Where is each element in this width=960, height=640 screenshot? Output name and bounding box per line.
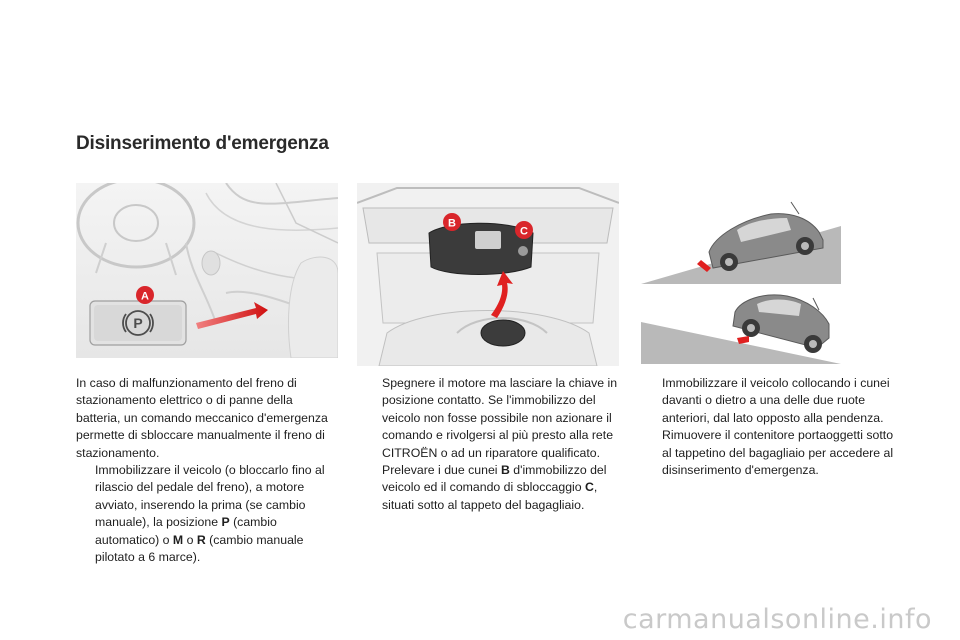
bullet-stop-engine <box>363 375 620 462</box>
car-downhill <box>733 295 829 353</box>
bullet-text: (cambio automatico) o <box>95 515 277 547</box>
intro-paragraph: In caso di malfunzionamento del freno di stazionamento elettrico o di panne della batteria, un comando meccanico d'emergenza permette di sbloccare manualmente il freno di stazionamento. <box>76 376 328 460</box>
column-1 <box>76 375 332 566</box>
column-3 <box>643 375 905 479</box>
bullet-remove-container <box>643 427 905 479</box>
watermark-text: carmanualsonline.info <box>622 604 932 635</box>
bullet-text: o <box>183 532 197 547</box>
bullet-text: Immobilizzare il veicolo (o bloccarlo fino al rilascio del pedale del freno), a motore avviato, inserendo la prima (se cambio manuale), la posizione <box>95 463 325 530</box>
bullet-place-wedges <box>643 375 905 427</box>
column-2 <box>363 375 620 514</box>
ref-b: B <box>500 463 510 478</box>
gear-m: M <box>172 532 184 547</box>
parking-brake-illustration <box>76 183 338 358</box>
gear-p: P <box>221 515 230 530</box>
bullet-text: Immobilizzare il veicolo collocando i cunei davanti o dietro a una delle due ruote anteriori, dal lato opposto alla pendenza. <box>662 376 890 425</box>
bullet-text: Rimuovere il contenitore portaoggetti sotto al tappetino del bagagliaio per accedere al disinserimento d'emergenza. <box>662 428 894 478</box>
callout-c-label: C <box>520 225 528 238</box>
bullet-text: Prelevare i due cunei <box>382 463 501 478</box>
bullet-take-wedges <box>363 462 620 514</box>
trunk-illustration <box>357 183 619 366</box>
svg-text:P: P <box>133 315 143 331</box>
callout-a-label: A <box>141 290 149 303</box>
bullet-text: d'immobilizzo del veicolo ed il comando di sbloccaggio <box>382 463 607 495</box>
bullet-text: , situati sotto al tappeto del bagagliaio. <box>382 480 598 512</box>
bullet-text: Spegnere il motore ma lasciare la chiave in posizione contatto. Se l'immobilizzo del veicolo non fosse possibile non azionare il comando e rivolgersi al più presto alla rete CITROËN o ad un riparatore qualificato. <box>382 376 618 460</box>
bullet-text: (cambio manuale pilotato a 6 marce). <box>95 532 304 565</box>
gear-r: R <box>196 532 206 547</box>
incline-illustration <box>641 188 841 364</box>
page-title: Disinserimento d'emergenza <box>76 133 329 154</box>
ref-c: C <box>585 480 594 495</box>
callout-b-label: B <box>448 217 456 230</box>
bullet-immobilize-gear <box>76 462 332 566</box>
